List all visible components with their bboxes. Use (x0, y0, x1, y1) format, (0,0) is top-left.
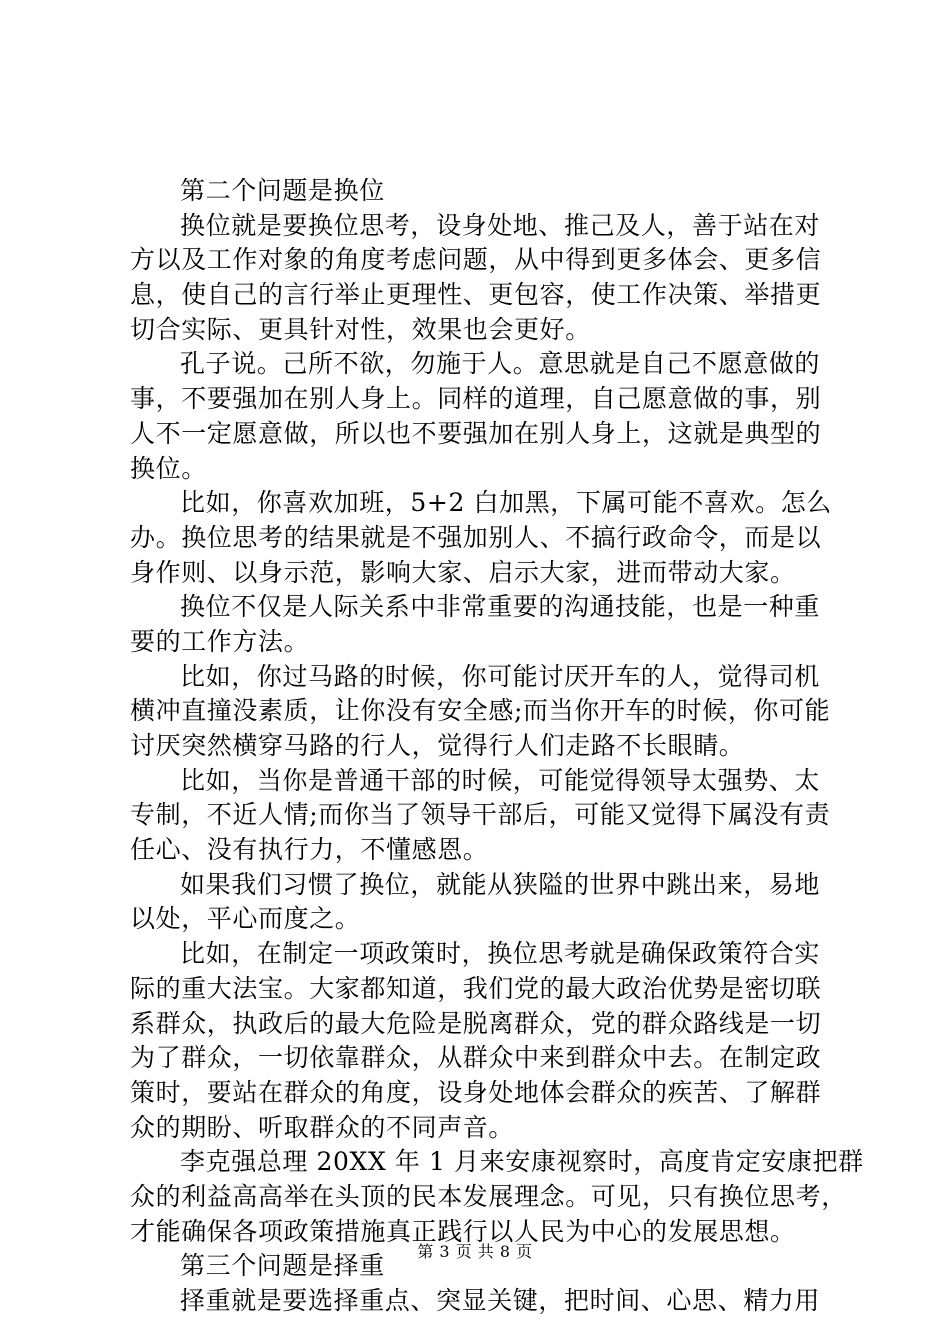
paragraph-line: 孔子说。己所不欲，勿施于人。意思就是自己不愿意做的 (180, 349, 821, 379)
section-heading: 第二个问题是换位 (180, 176, 385, 205)
paragraph-line: 任心、没有执行力，不懂感恩。 (130, 835, 489, 865)
paragraph-line: 比如，你过马路的时候，你可能讨厌开车的人，觉得司机 (180, 661, 821, 691)
section-heading: 第三个问题是择重 (180, 1251, 385, 1281)
paragraph-line: 比如，在制定一项政策时，换位思考就是确保政策符合实 (180, 939, 821, 969)
paragraph-line: 切合实际、更具针对性，效果也会更好。 (130, 314, 591, 344)
paragraph-line: 身作则、以身示范，影响大家、启示大家，进而带动大家。 (130, 557, 796, 587)
paragraph-line: 为了群众，一切依靠群众，从群众中来到群众中去。在制定政 (130, 1043, 822, 1073)
paragraph-line: 众的期盼、听取群众的不同声音。 (130, 1112, 515, 1142)
paragraph-line: 际的重大法宝。大家都知道，我们党的最大政治优势是密切联 (130, 973, 822, 1003)
paragraph-line: 众的利益高高举在头顶的民本发展理念。可见，只有换位思考， (130, 1181, 847, 1211)
paragraph-line: 才能确保各项政策措施真正践行以人民为中心的发展思想。 (130, 1216, 796, 1246)
paragraph-line: 讨厌突然横穿马路的行人，觉得行人们走路不长眼睛。 (130, 731, 745, 760)
paragraph-line: 策时，要站在群众的角度，设身处地体会群众的疾苦、了解群 (130, 1077, 822, 1107)
paragraph-line: 横冲直撞没素质，让你没有安全感;而当你开车的时候，你可能 (130, 696, 831, 726)
paragraph-line: 比如，当你是普通干部的时候，可能觉得领导太强势、太 (180, 765, 821, 795)
paragraph-line: 事，不要强加在别人身上。同样的道理，自己愿意做的事，别 (130, 384, 822, 414)
paragraph-line: 李克强总理 20XX 年 1 月来安康视察时，高度肯定安康把群 (180, 1147, 864, 1177)
paragraph-line: 系群众，执政后的最大危险是脱离群众，党的群众路线是一切 (130, 1008, 822, 1038)
paragraph-line: 人不一定愿意做，所以也不要强加在别人身上，这就是典型的 (130, 418, 822, 448)
paragraph-line: 以处，平心而度之。 (130, 904, 361, 934)
page-number-footer: 第 3 页 共 8 页 (417, 1242, 533, 1261)
paragraph-line: 办。换位思考的结果就是不强加别人、不搞行政命令，而是以 (130, 522, 822, 552)
paragraph-line: 换位。 (130, 453, 207, 483)
paragraph-line: 要的工作方法。 (130, 626, 310, 656)
document-body (130, 174, 864, 1319)
paragraph-line: 专制，不近人情;而你当了领导干部后，可能又觉得下属没有责 (130, 800, 831, 830)
paragraph-line: 方以及工作对象的角度考虑问题，从中得到更多体会、更多信 (130, 245, 822, 275)
paragraph-line: 换位就是要换位思考，设身处地、推己及人，善于站在对 (180, 210, 821, 240)
paragraph-line: 择重就是要选择重点、突显关键，把时间、心思、精力用 (180, 1286, 821, 1315)
paragraph-line: 比如，你喜欢加班，5+2 白加黑，下属可能不喜欢。怎么 (180, 488, 832, 518)
paragraph-line: 换位不仅是人际关系中非常重要的沟通技能，也是一种重 (180, 592, 821, 622)
paragraph-line: 息，使自己的言行举止更理性、更包容，使工作决策、举措更 (130, 280, 822, 310)
paragraph-line: 如果我们习惯了换位，就能从狭隘的世界中跳出来，易地 (180, 869, 821, 899)
